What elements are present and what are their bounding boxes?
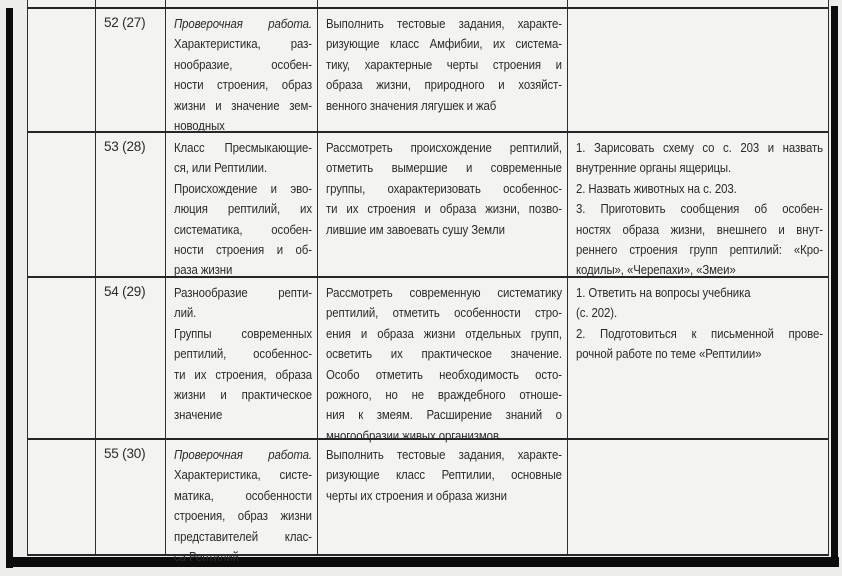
text-line: 1. Зарисовать схему со с. 203 и назвать	[576, 140, 823, 155]
cell-tasks-text	[326, 14, 562, 116]
cell-topic-text	[174, 283, 312, 426]
text-line: Особо отметить необходимость осто-	[326, 366, 562, 382]
text-line: ризующие класс Амфибии, их система-	[326, 36, 562, 52]
cell-homework	[568, 9, 828, 131]
cell-spacer	[28, 278, 96, 438]
table-row-cutoff	[28, 0, 828, 9]
text-line: ризующие класс Рептилии, основные	[326, 467, 562, 483]
lesson-number: 54 (29)	[104, 284, 146, 299]
table-row	[28, 133, 828, 278]
lesson-plan-table	[27, 0, 829, 564]
table-row	[28, 9, 828, 133]
text-line: тику, характерные черты строения и	[326, 56, 562, 72]
text-line: венного значения лягушек и жаб	[326, 97, 497, 113]
text-line: Разнообразие репти-	[174, 285, 312, 300]
cell-tasks	[318, 133, 568, 276]
text-line: новодных	[174, 117, 225, 133]
text-line: ти их строения и образа жизни, позво-	[326, 201, 562, 217]
text-line: внутренние органы ящерицы.	[576, 160, 732, 176]
cell-lesson-number	[96, 133, 166, 276]
text-line: са Рептилий	[174, 548, 239, 564]
cell-topic	[166, 0, 318, 7]
text-line: группы, охарактеризовать особеннос-	[326, 180, 562, 196]
cell-topic	[166, 278, 318, 438]
text-line: строения, образ жизни	[174, 508, 312, 524]
text-line: лившие им завоевать сушу Земли	[326, 221, 505, 237]
text-line: представителей клас-	[174, 528, 312, 544]
text-line: Выполнить тестовые задания, характе-	[326, 447, 562, 462]
text-line: рептилий, отметить особенности стро-	[326, 305, 562, 321]
text-line: рептилий, особеннос-	[174, 346, 312, 362]
text-line: Класс Пресмыкающие-	[174, 140, 312, 155]
text-line: 1. Ответить на вопросы учебника	[576, 285, 751, 300]
text-line: люция рептилий, их	[174, 201, 312, 217]
page-frame-bottom-bar	[6, 557, 839, 567]
text-line: ности строения, образ	[174, 77, 312, 93]
text-line: ния к змеям. Расширение знаний о	[326, 407, 562, 423]
cell-tasks-text	[326, 138, 562, 240]
text-line: ностях образа жизни, внешнего и внут-	[576, 221, 823, 237]
text-line: Характеристика, систе-	[174, 467, 312, 483]
cell-spacer	[28, 0, 96, 7]
text-line: реннего строения групп рептилий: «Кро-	[576, 241, 823, 257]
text-line: жизни и практическое	[174, 386, 312, 402]
text-line: черты их строения и образа жизни	[326, 487, 507, 503]
table-row	[28, 278, 828, 443]
text-line: Происхождение и эво-	[174, 180, 312, 196]
text-line: рочной работе по теме «Рептилии»	[576, 346, 762, 362]
text-line: ения и образа жизни отдельных групп,	[326, 325, 562, 341]
cell-homework-text	[576, 283, 823, 365]
text-line: рожного, но не враждебного отноше-	[326, 386, 562, 402]
text-line: отметить вымершие и современные	[326, 160, 562, 176]
text-line: ти их строения, образа	[174, 366, 312, 382]
cell-tasks-text	[326, 283, 562, 446]
cell-tasks	[318, 0, 568, 7]
cell-tasks	[318, 278, 568, 443]
text-line: жизни и значение зем-	[174, 97, 312, 113]
text-line: (с. 202).	[576, 305, 618, 321]
page-frame-left-bar	[6, 8, 13, 568]
text-line: кодилы», «Черепахи», «Змеи»	[576, 262, 736, 278]
text-line: многообразии живых организмов	[326, 427, 499, 443]
text-line: Рассмотреть современную систематику	[326, 285, 562, 300]
table-row	[28, 440, 828, 564]
cell-topic-text	[174, 14, 312, 136]
text-line: Проверочная работа.	[174, 447, 312, 462]
text-line: Характеристика, раз-	[174, 36, 312, 52]
cell-homework-text	[576, 138, 823, 281]
cell-tasks	[318, 440, 568, 554]
lesson-number: 53 (28)	[104, 139, 146, 154]
cell-topic	[166, 440, 318, 564]
cell-topic-text	[174, 138, 312, 281]
cell-lesson-number	[96, 9, 166, 131]
page-frame-right-bar	[831, 6, 838, 561]
cell-lesson-number	[96, 0, 166, 7]
text-line: нообразие, особен-	[174, 56, 312, 72]
text-line: Выполнить тестовые задания, характе-	[326, 16, 562, 31]
cell-homework	[568, 133, 828, 276]
cell-homework	[568, 440, 828, 554]
text-line: осветить их практическое значение.	[326, 346, 562, 362]
text-line: ности строения и об-	[174, 241, 312, 257]
text-line: матика, особенности	[174, 487, 312, 503]
text-line: 2. Назвать животных на с. 203.	[576, 180, 737, 196]
text-line: Проверочная работа.	[174, 16, 312, 31]
cell-lesson-number	[96, 440, 166, 554]
cell-tasks	[318, 9, 568, 131]
cell-tasks-text	[326, 445, 562, 506]
text-line: 2. Подготовиться к письменной прове-	[576, 325, 823, 341]
text-line: 3. Приготовить сообщения об особен-	[576, 201, 823, 217]
cell-spacer	[28, 9, 96, 131]
cell-topic-text	[174, 445, 312, 567]
lesson-number: 55 (30)	[104, 446, 146, 461]
text-line: образа жизни, природного и хозяйст-	[326, 77, 562, 93]
text-line: значение	[174, 407, 223, 423]
cell-lesson-number	[96, 278, 166, 438]
cell-topic	[166, 133, 318, 276]
cell-homework	[568, 0, 828, 7]
text-line: систематика, особен-	[174, 221, 312, 237]
text-line: Рассмотреть происхождение рептилий,	[326, 140, 562, 155]
cell-spacer	[28, 440, 96, 554]
text-line: ся, или Рептилии.	[174, 160, 268, 176]
text-line: лий.	[174, 305, 197, 321]
text-line: Группы современных	[174, 325, 312, 341]
cell-homework	[568, 278, 828, 438]
lesson-number: 52 (27)	[104, 15, 146, 30]
cell-spacer	[28, 133, 96, 276]
text-line: раза жизни	[174, 262, 233, 278]
cell-topic	[166, 9, 318, 131]
